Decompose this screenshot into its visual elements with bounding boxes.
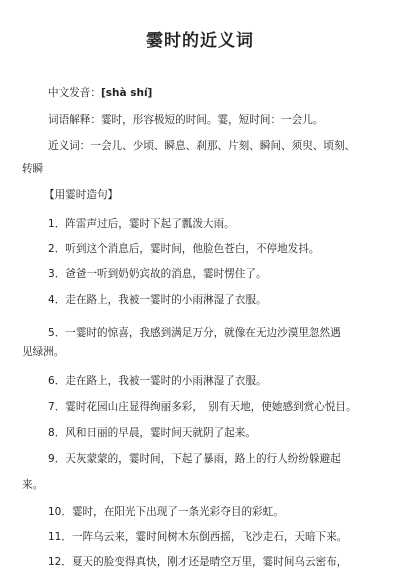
sentence-item: [48, 374, 400, 388]
sentence-text: ．走在路上，我被一霎时的小雨淋湿了衣服。: [54, 294, 267, 306]
pronunciation-value: [shà shí]: [100, 87, 153, 99]
sentence-text: ．天灰蒙蒙的，霎时间，下起了暴雨，路上的行人纷纷躲避起: [54, 453, 341, 465]
sentence-item: [48, 242, 400, 256]
sentence-text: ．霎时，在阳光下出现了一条光彩夺目的彩虹。: [61, 506, 284, 518]
sentence-item: [48, 530, 400, 544]
sentence-text: ．一霎时的惊喜，我感到满足万分，就像在无边沙漠里忽然遇: [54, 327, 341, 339]
sentence-number: 9: [48, 453, 55, 465]
sentence-text: ．霎时花园山庄显得绚丽多彩， 别有天地，使她感到赏心悦目。: [54, 401, 357, 413]
sentence-text: ．夏天的脸变得真快，刚才还是晴空万里，霎时间乌云密布，: [61, 556, 348, 568]
sentence-item: [48, 452, 400, 466]
page-title: 霎时的近义词: [146, 31, 254, 51]
sentence-text: ．爸爸一听到奶奶宾故的消息，霎时愣住了。: [54, 268, 267, 280]
sentence-continuation: 来。: [22, 479, 44, 491]
sentence-number: 3: [48, 268, 55, 280]
sentence-text: ．走在路上，我被一霎时的小雨淋湿了衣服。: [54, 375, 267, 387]
sentence-text: ．风和日丽的早晨，霎时间天就阴了起来。: [54, 427, 256, 439]
sentence-number: 11: [48, 531, 62, 543]
sentence-item: [48, 293, 400, 307]
sentence-number: 2: [48, 243, 55, 255]
sentence-number: 1: [48, 218, 55, 230]
sentence-item: [48, 217, 400, 231]
synonyms-line-2: 转瞬: [22, 163, 44, 175]
sentence-item: [48, 267, 400, 281]
sentence-text: ．一阵乌云来，霎时间树木东倒西摇，飞沙走石，天暗下来。: [61, 531, 348, 543]
synonyms-line-1: 近义词：一会儿、少顷、瞬息、刹那、片刻、瞬间、须臾、顷刻、: [48, 140, 356, 152]
sentence-number: 10: [48, 506, 62, 518]
pronunciation-label: 中文发音：: [48, 87, 101, 99]
sentence-text: ．听到这个消息后，霎时间，他脸色苍白，不停地发抖。: [54, 243, 320, 255]
sentence-text: ．阵雷声过后，霎时下起了瓢泼大雨。: [54, 218, 235, 230]
sentence-number: 5: [48, 327, 55, 339]
section-heading: 【用霎时造句】: [44, 189, 119, 201]
sentence-number: 8: [48, 427, 55, 439]
sentence-item: [48, 426, 400, 440]
sentence-number: 6: [48, 375, 55, 387]
sentence-item: [48, 555, 400, 569]
sentence-number: 4: [48, 294, 55, 306]
sentence-continuation: 见绿洲。: [22, 346, 65, 358]
definition-text: 词语解释：霎时，形容极短的时间。霎，短时间：一会儿。: [48, 114, 324, 126]
sentence-item: [48, 400, 400, 414]
pronunciation-row: [48, 86, 400, 100]
sentence-number: 12: [48, 556, 62, 568]
sentence-number: 7: [48, 401, 55, 413]
sentence-item: [48, 505, 400, 519]
sentence-item: [48, 326, 400, 340]
